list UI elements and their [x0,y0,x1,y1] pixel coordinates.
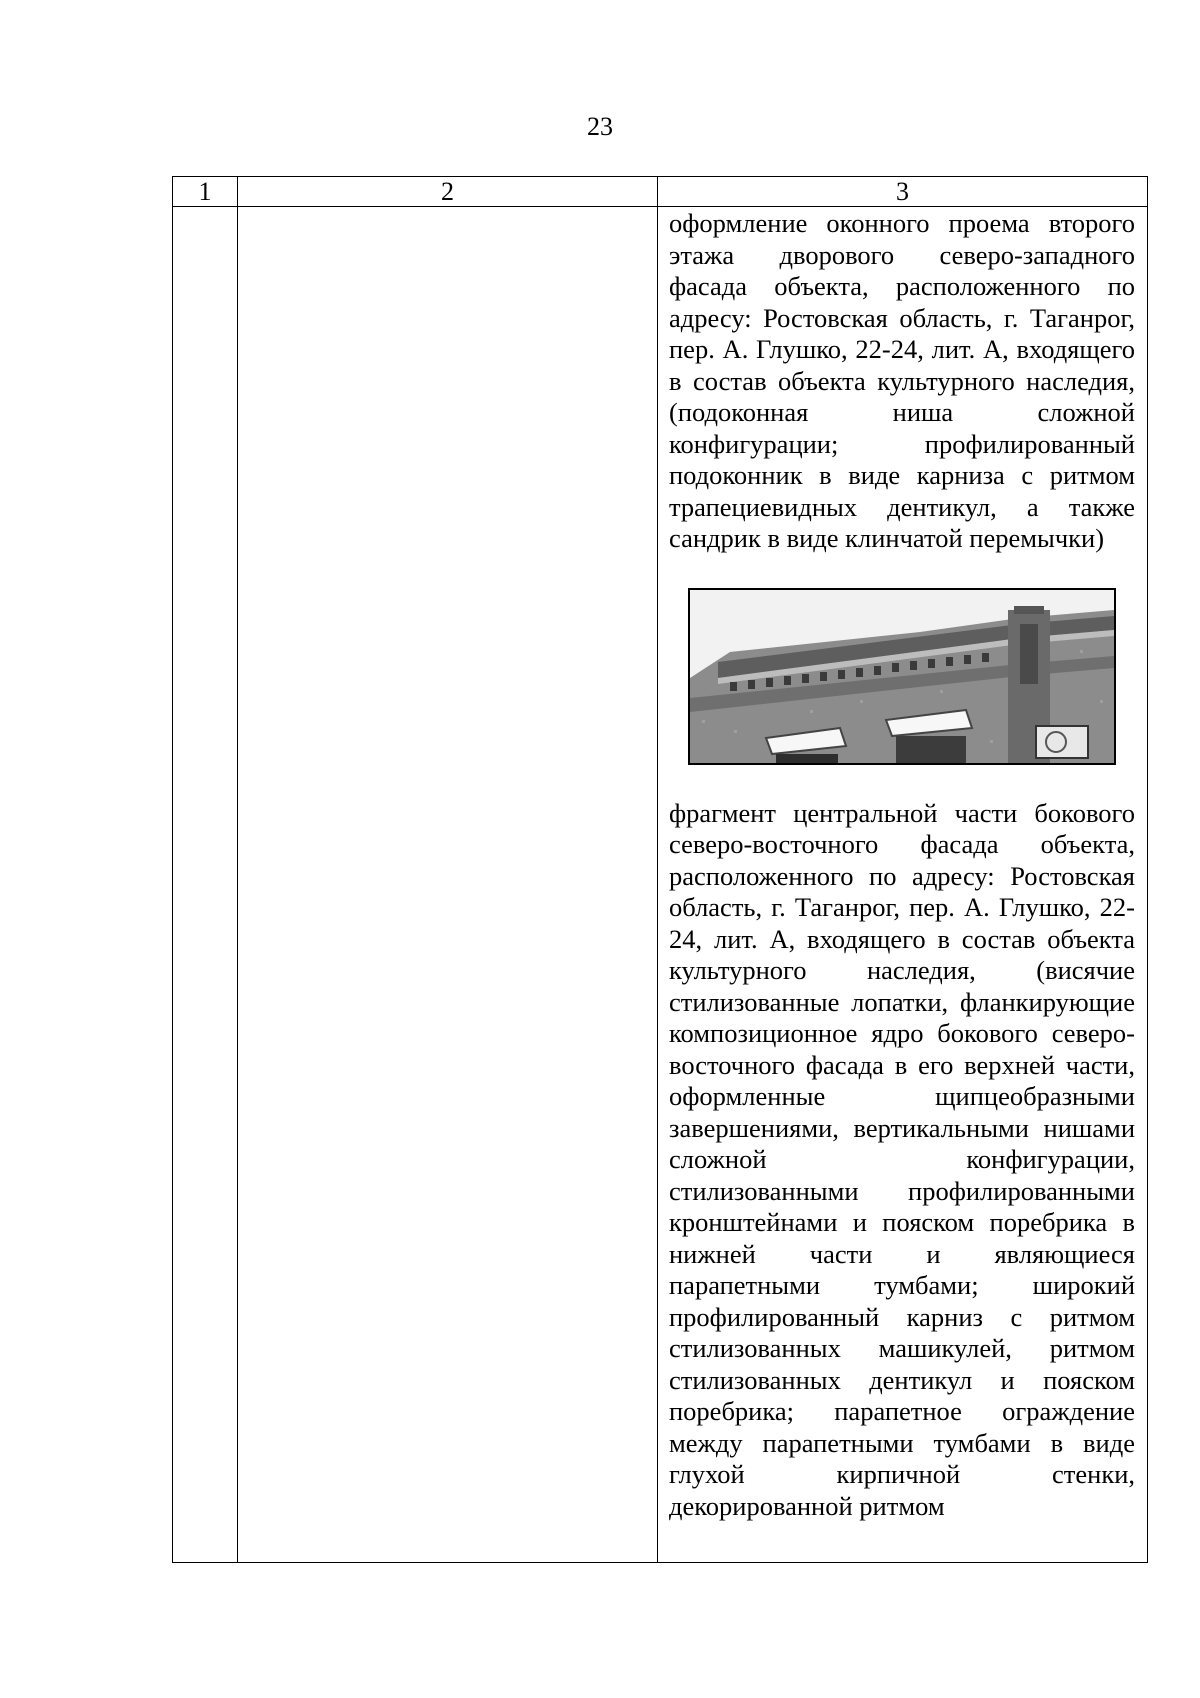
description-paragraph-window: оформление оконного проема второго этажа дворового северо-западного фасада объекта, расположенного по адресу: Ростовская область, г. Таганрог, пер. А. Глушко, 22-24, лит. А, входящего в состав объекта культурного наследия, (подоконная ниша сложной конфигурации; профилированный подоконник в виде карниза с ритмом трапециевидных дентикул, а также сандрик в виде клинчатой перемычки) [669,208,1135,553]
page-number: 23 [587,112,613,141]
description-paragraph-facade: фрагмент центральной части бокового северо-восточного фасада объекта, расположенного по адресу: Ростовская область, г. Таганрог, пер. А. Глушко, 22-24, лит. А, входящего в состав объекта культурного наследия, (висячие стилизованные лопатки, фланкирующие композиционное ядро бокового северо-восточного фасада в его верхней части, оформленные щипцеобразными завершениями, вертикальными нишами сложной конфигурации, стилизованными профилированными кронштейнами и пояском поребрика в нижней части и являющиеся парапетными тумбами; широкий профилированный карниз с ритмом стилизованных машикулей, ритмом стилизованных дентикул и пояском поребрика; парапетное ограждение между парапетными тумбами в виде глухой кирпичной стенки, декорированной ритмом [669,797,1135,1521]
building-facade-photo-icon [690,590,1114,763]
document-table [172,176,1148,1563]
table-header-row [173,177,1148,207]
column-header-1: 1 [173,177,238,207]
cell-col-1 [173,207,238,1563]
cell-col-3 [658,207,1148,1563]
cell-col-2 [238,207,658,1563]
table-row [173,207,1148,1563]
building-facade-photo [688,588,1116,765]
column-header-3: 3 [658,177,1148,207]
column-header-2: 2 [238,177,658,207]
